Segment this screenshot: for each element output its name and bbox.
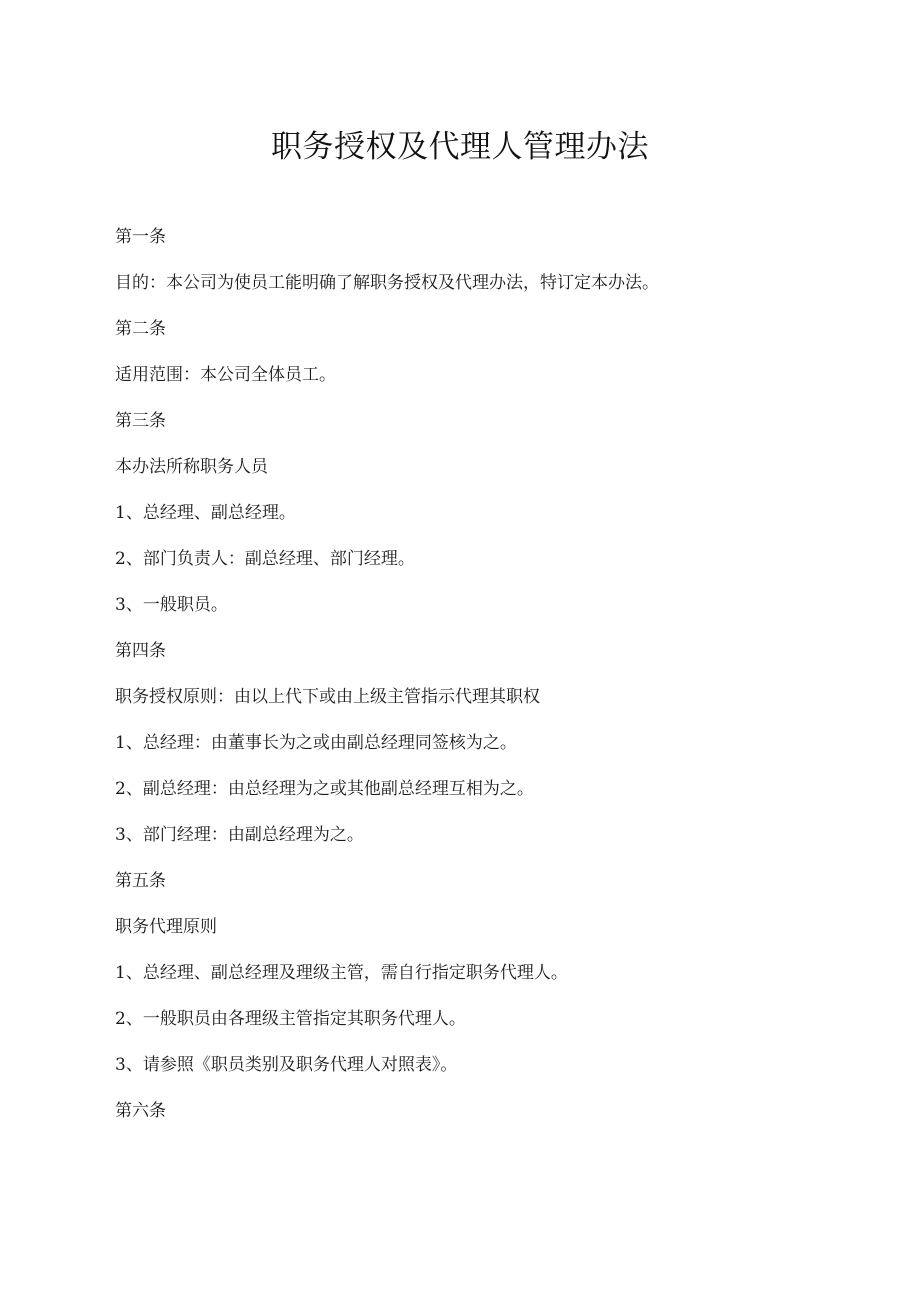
paragraph-line: 本办法所称职务人员 (115, 457, 268, 477)
article-heading: 第五条 (115, 871, 166, 891)
article-heading: 第三条 (115, 411, 166, 431)
article-heading: 第二条 (115, 319, 166, 339)
list-item: 3、部门经理：由副总经理为之。 (115, 825, 364, 845)
document-body (115, 222, 835, 1142)
list-item: 3、一般职员。 (115, 595, 228, 615)
document-title: 职务授权及代理人管理办法 (271, 129, 649, 165)
paragraph-line: 职务授权原则：由以上代下或由上级主管指示代理其职权 (115, 687, 540, 707)
list-item: 3、请参照《职员类别及职务代理人对照表》。 (115, 1055, 458, 1075)
list-item: 2、一般职员由各理级主管指定其职务代理人。 (115, 1009, 466, 1029)
list-item: 1、总经理：由董事长为之或由副总经理同签核为之。 (115, 733, 517, 753)
article-heading: 第六条 (115, 1101, 166, 1121)
paragraph-line: 职务代理原则 (115, 917, 217, 937)
list-item: 2、部门负责人：副总经理、部门经理。 (115, 549, 415, 569)
list-item: 1、总经理、副总经理及理级主管，需自行指定职务代理人。 (115, 963, 568, 983)
paragraph-line: 目的：本公司为使员工能明确了解职务授权及代理办法，特订定本办法。 (115, 273, 659, 293)
list-item: 1、总经理、副总经理。 (115, 503, 296, 523)
list-item: 2、副总经理：由总经理为之或其他副总经理互相为之。 (115, 779, 534, 799)
article-heading: 第一条 (115, 227, 166, 247)
paragraph-line: 适用范围：本公司全体员工。 (115, 365, 336, 385)
article-heading: 第四条 (115, 641, 166, 661)
